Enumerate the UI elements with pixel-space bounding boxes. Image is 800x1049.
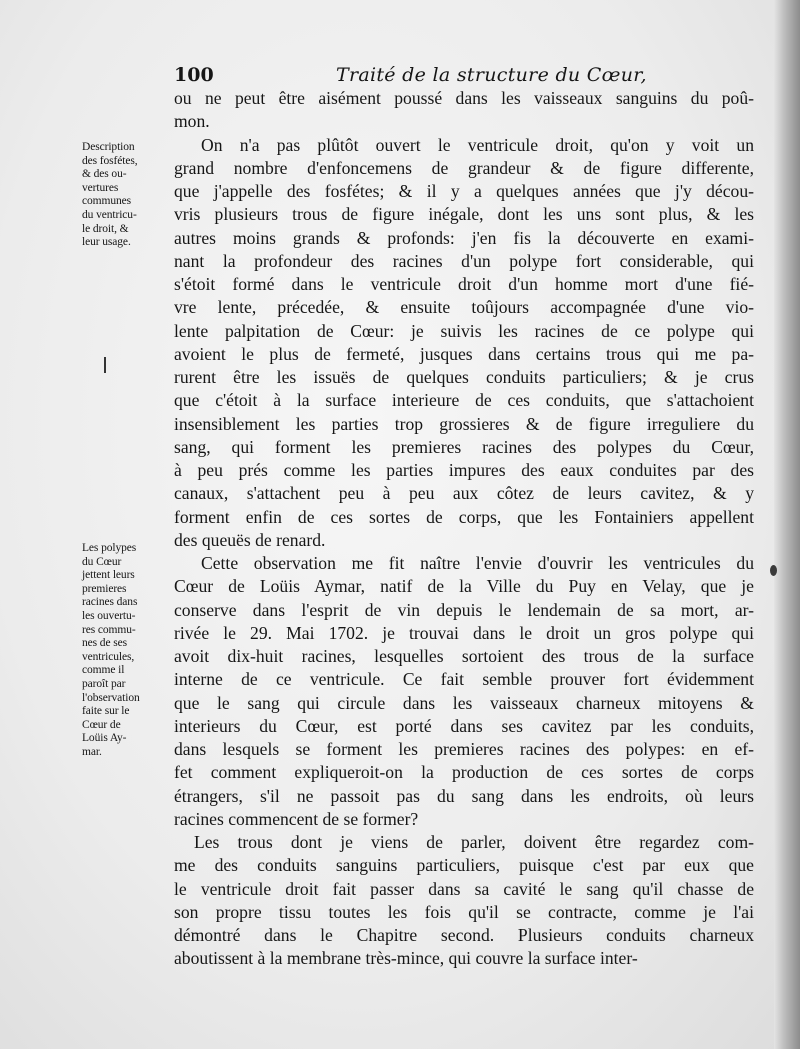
margin-note-line: du Cœur: [82, 555, 122, 568]
text-line: le ventricule droit fait passer dans sa cavité le sang qu'il chasse de: [174, 878, 754, 899]
body-text: [174, 87, 754, 971]
margin-note-line: les ouvertu-: [82, 609, 136, 622]
margin-note-line: & des ou-: [82, 168, 127, 181]
margin-note-description: [82, 141, 174, 250]
margin-note-line: du ventricu-: [82, 208, 137, 221]
text-line: vre lente, précedée, & ensuite toûjours accompagnée d'une vio-: [174, 297, 754, 318]
text-line: racines commencent de se former?: [174, 808, 419, 829]
text-line: lente palpitation de Cœur: je suivis les racines de ce polype qui: [174, 320, 754, 341]
text-line: autres moins grands & profonds: j'en fis la découverte en exami-: [174, 227, 754, 248]
margin-note-line: premieres: [82, 582, 127, 595]
text-line: rurent être les issuës de quelques conduits particuliers; & je crus: [174, 367, 754, 387]
text-line: des queuës de renard.: [174, 529, 326, 550]
margin-note-line: mar.: [82, 745, 102, 758]
text-line: s'étoit formé dans le ventricule droit d'un homme mort d'une fié-: [174, 274, 754, 294]
text-line: aboutissent à la membrane très-mince, qui couvre la surface inter-: [174, 948, 638, 969]
text-line: que c'étoit à la surface interieure de ces conduits, que s'attachoient: [174, 390, 754, 411]
text-line: insensiblement les parties trop grossieres & de figure irreguliere du: [174, 413, 754, 434]
margin-mark: [104, 357, 106, 373]
margin-note-line: jettent leurs: [82, 569, 135, 582]
margin-note-polypes: [82, 542, 174, 760]
margin-note-line: Loüis Ay-: [82, 732, 127, 745]
text-line: ou ne peut être aisément poussé dans les vaisseaux sanguins du poû-: [174, 88, 754, 108]
text-line: Cœur de Loüis Aymar, natif de la Ville du Puy en Velay, que je: [174, 576, 754, 597]
margin-note-line: leur usage.: [82, 236, 131, 249]
margin-note-line: faite sur le: [82, 705, 130, 718]
text-line: avoit dix-huit racines, lesquelles sortoient des trous de la surface: [174, 646, 754, 666]
text-line: avoient le plus de fermeté, jusques dans certains trous qui me pa-: [174, 343, 754, 364]
text-line: Cette observation me fit naître l'envie d'ouvrir les ventricules du: [201, 553, 754, 573]
text-line: démontré dans le Chapitre second. Plusieurs conduits charneux: [174, 925, 754, 945]
text-line: canaux, s'attachent peu à peu aux côtez de leurs cavitez, & y: [174, 483, 754, 504]
margin-note-line: res commu-: [82, 623, 136, 636]
margin-note-line: l'observation: [82, 691, 140, 704]
page-gutter-shadow: [774, 0, 800, 1049]
margin-note-line: Les polypes: [82, 542, 137, 554]
margin-note-line: des fosfétes,: [82, 154, 138, 167]
running-title: Traité de la structure du Cœur,: [336, 64, 647, 86]
margin-note-line: Cœur de: [82, 718, 121, 731]
margin-note-line: paroît par: [82, 677, 126, 690]
text-line: forment enfin de ces sortes de corps, que les Fontainiers appellent: [174, 506, 754, 527]
text-line: dans lesquels se forment les premieres racines des polypes: en ef-: [174, 739, 754, 759]
margin-note-line: comme il: [82, 664, 125, 677]
margin-note-line: racines dans: [82, 596, 138, 609]
text-line: rivée le 29. Mai 1702. je trouvai dans le droit un gros polype qui: [174, 622, 754, 643]
margin-note-line: Description: [82, 141, 135, 153]
text-line: vris plusieurs trous de figure inégale, dont les uns sont plus, & les: [174, 204, 754, 225]
text-line: nant la profondeur des racines d'un polype fort considerable, qui: [174, 250, 754, 271]
text-line: son propre tissu toutes les fois qu'il se contracte, comme je l'ai: [174, 901, 754, 922]
text-line: me des conduits sanguins particuliers, puisque c'est par eux que: [174, 855, 754, 876]
text-line: que j'appelle des fosfétes; & il y a quelques années que j'y décou-: [174, 181, 754, 201]
text-line: grand nombre d'enfoncemens de grandeur & de figure differente,: [174, 157, 754, 178]
text-line: à peu prés comme les parties impures des eaux conduites par des: [174, 460, 754, 480]
text-line: mon.: [174, 111, 210, 132]
text-line: interne de ce ventricule. Ce fait semble prouver fort évidemment: [174, 669, 754, 690]
ink-spot: [770, 565, 777, 576]
margin-note-line: nes de ses: [82, 637, 127, 650]
margin-note-line: communes: [82, 195, 132, 208]
text-line: On n'a pas plûtôt ouvert le ventricule droit, qu'on y voit un: [201, 134, 754, 155]
text-line: fet comment expliqueroit-on la production de ces sortes de corps: [174, 762, 754, 783]
page-number: 100: [174, 64, 214, 86]
margin-note-line: le droit, &: [82, 222, 129, 235]
text-line: étrangers, s'il ne passoit pas du sang dans les endroits, où leurs: [174, 785, 754, 806]
margin-note-line: ventricules,: [82, 650, 135, 663]
text-line: que le sang qui circule dans les vaisseaux charneux mitoyens &: [174, 692, 754, 713]
margin-note-line: vertures: [82, 181, 119, 194]
text-line: sang, qui forment les premieres racines des polypes du Cœur,: [174, 436, 754, 457]
text-line: conserve dans l'esprit de vin depuis le lendemain de sa mort, ar-: [174, 599, 754, 620]
text-line: Les trous dont je viens de parler, doivent être regardez com-: [194, 832, 754, 852]
text-line: interieurs du Cœur, est porté dans ses cavitez par les conduits,: [174, 715, 754, 736]
